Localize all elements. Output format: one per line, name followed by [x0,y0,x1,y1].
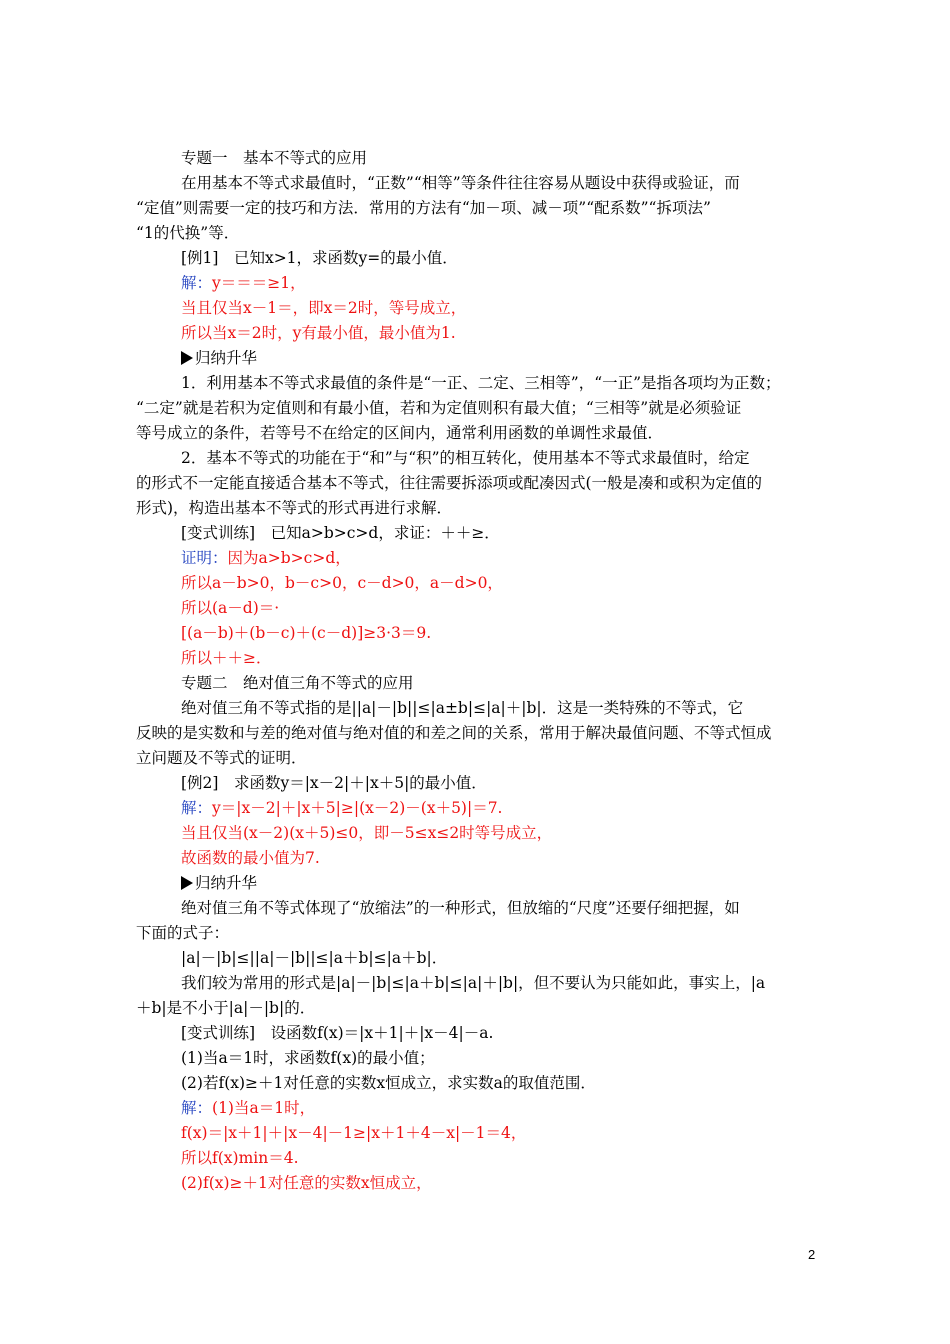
paragraph-line: 绝对值三角不等式指的是||a|－|b||≤|a±b|≤|a|＋|b|．这是一类特殊的不等式，它 [181,699,744,717]
paragraph-line: 我们较为常用的形式是|a|－|b|≤|a＋b|≤|a|＋|b|，但不要认为只能如此，事实上，|a [181,974,766,992]
solution-line: 当且仅当x－1＝，即x＝2时，等号成立， [181,299,467,317]
solution-label: 解： [181,274,213,292]
proof-line: 所以(a－d)＝· [181,599,280,617]
proof-text: 因为a>b>c>d， [227,549,351,567]
example-2-statement: [例2] 求函数y＝|x－2|＋|x＋5|的最小值． [181,774,487,792]
solution-line: y＝|x－2|＋|x＋5|≥|(x－2)－(x＋5)|＝7. [212,799,503,817]
summary-heading-label: 归纳升华 [195,349,258,367]
section-heading-2: 专题二 绝对值三角不等式的应用 [181,674,414,692]
section-heading-1: 专题一 基本不等式的应用 [181,149,368,167]
triangle-bullet-icon [181,876,193,890]
paragraph-line: 在用基本不等式求最值时，“正数”“相等”等条件往往容易从题设中获得或验证，而 [181,174,740,192]
paragraph-line: 1．利用基本不等式求最值的条件是“一正、二定、三相等”，“一正”是指各项均为正数； [181,374,781,392]
solution-line: (2)f(x)≥＋1对任意的实数x恒成立， [181,1174,432,1192]
summary-heading [181,871,257,895]
question-part-2: (2)若f(x)≥＋1对任意的实数x恒成立，求实数a的取值范围． [181,1074,596,1092]
example-2-solution [181,796,502,820]
proof-line [181,546,351,570]
proof-label: 证明： [181,549,228,567]
solution-line: f(x)＝|x＋1|＋|x－4|－1≥|x＋1＋4－x|－1＝4， [181,1124,527,1142]
paragraph-line: 等号成立的条件，若等号不在给定的区间内，通常利用函数的单调性求最值． [136,424,664,442]
summary-heading-label: 归纳升华 [195,874,258,892]
proof-line: 所以＋＋≥． [181,649,272,667]
solution-line: (1)当a＝1时， [212,1099,316,1117]
solution-line: 所以f(x)min＝4. [181,1149,299,1167]
triangle-bullet-icon [181,351,193,365]
paragraph-line: 的形式不一定能直接适合基本不等式，往往需要拆添项或配凑因式(一般是凑和或积为定值的 [136,474,763,492]
solution-label: 解： [181,1099,213,1117]
question-part-1: (1)当a＝1时，求函数f(x)的最小值； [181,1049,435,1067]
solution-line: 故函数的最小值为7. [181,849,320,867]
paragraph-line: 立问题及不等式的证明． [136,749,307,767]
variant-training-1: [变式训练] 已知a>b>c>d，求证：＋＋≥． [181,524,500,542]
page-number: 2 [808,1247,816,1262]
paragraph-line: “定值”则需要一定的技巧和方法．常用的方法有“加－项、减－项”“配系数”“拆项法” [136,199,711,217]
formula-line: |a|－|b|≤||a|－|b||≤|a＋b|≤|a＋b|． [181,949,448,967]
paragraph-line: “1的代换”等． [136,224,240,242]
variant-solution [181,1096,315,1120]
paragraph-line: “二定”就是若积为定值则和有最小值，若和为定值则积有最大值；“三相等”就是必须验证 [136,399,742,417]
paragraph-line: 2．基本不等式的功能在于“和”与“积”的相互转化，使用基本不等式求最值时，给定 [181,449,750,467]
example-1-statement: [例1] 已知x>1，求函数y=的最小值． [181,249,458,267]
solution-line: 当且仅当(x－2)(x＋5)≤0，即－5≤x≤2时等号成立， [181,824,553,842]
example-1-solution [181,271,306,295]
solution-line: 所以当x＝2时，y有最小值，最小值为1. [181,324,456,342]
variant-training-2: [变式训练] 设函数f(x)＝|x＋1|＋|x－4|－a. [181,1024,494,1042]
proof-line: 所以a－b>0，b－c>0，c－d>0，a－d>0， [181,574,503,592]
solution-line: y＝＝＝≥1， [212,274,306,292]
paragraph-line: 绝对值三角不等式体现了“放缩法”的一种形式，但放缩的“尺度”还要仔细把握，如 [181,899,740,917]
paragraph-line: 下面的式子： [136,924,230,942]
paragraph-line: 反映的是实数和与差的绝对值与绝对值的和差之间的关系，常用于解决最值问题、不等式恒成 [136,724,772,742]
solution-label: 解： [181,799,213,817]
proof-line: [(a－b)＋(b－c)＋(c－d)]≥3·3＝9. [181,624,432,642]
paragraph-line: ＋b|是不小于|a|－|b|的． [136,999,316,1017]
paragraph-line: 形式)，构造出基本不等式的形式再进行求解． [136,499,453,517]
summary-heading [181,346,257,370]
